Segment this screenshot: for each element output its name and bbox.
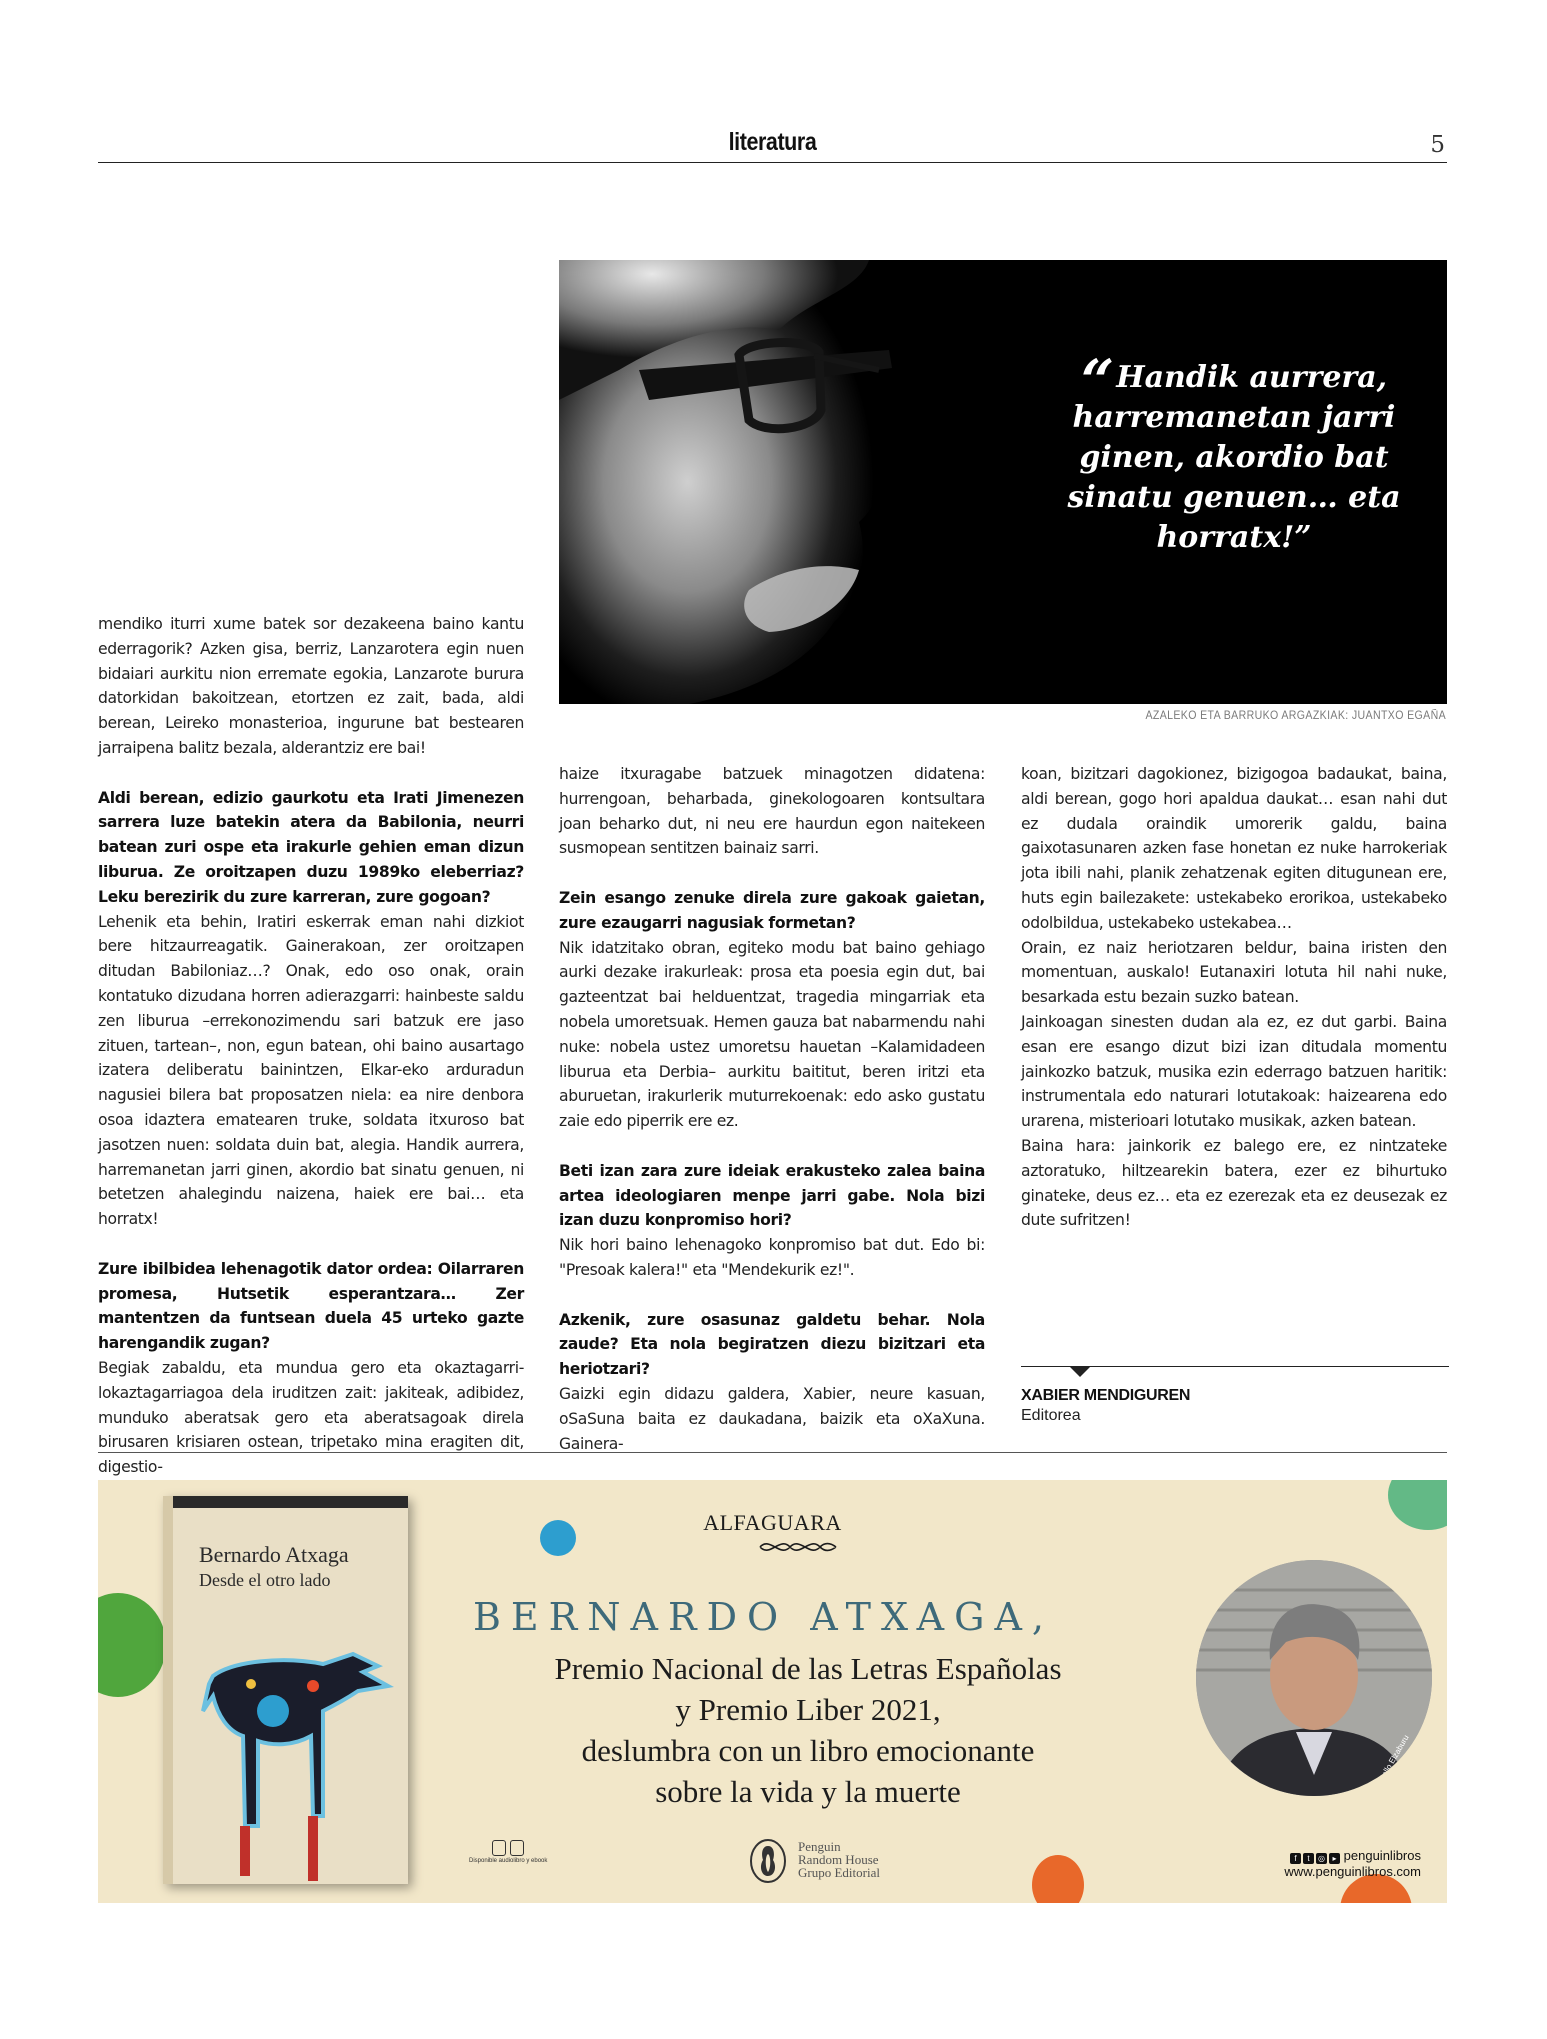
social-links[interactable]	[1284, 1848, 1421, 1879]
interview-answer: koan, bizitzari dagokionez, bizigogoa badaukat, baina, aldi berean, gogo hori apaldua daukat… esan nahi dut ez dudala oraindik umorerik galdu, baina gaixotasunaren azken fase honetan ez nuke harrokeriak jota ibili nahi, planik zehatzenak egiten ditugunean ere, huts egin bailezakete: ustekabeko erorikoa, ustekabeko odolbildua, ustekabeko ustekabea…	[1021, 765, 1447, 932]
section-title: literatura	[728, 128, 817, 156]
interview-answer: Orain, ez naiz heriotzaren beldur, baina iristen den momentuan, auskalo! Eutanaxiri lotuta hil nahi nuke, besarkada estu bezain suzko batean.	[1021, 938, 1447, 1007]
interview-answer: Baina hara: jainkorik ez balego ere, ez nintzateke aztoratuko, hiltzearekin batera, ezer ez bihurtuko ginateke, deus ez… eta ez ezerezak eta ez deusezak ez dute sufritzen!	[1021, 1136, 1447, 1230]
interview-answer: Nik idatzitako obran, egiteko modu bat baino gehiago aurki dezake irakurleak: prosa eta poesia egin dut, bai gazteentzat bai helduentzat, tragedia mingarriak eta nobela umoretsuak. Hemen gauza bat nabarmendu nahi nuke: nobela ustez umoretsu hauetan –Kalamidadeen liburua eta Derbia– aurkitu baititut, beren iritzi eta aburuetan, irakurlerik muturrekoenak: edo asko gustatu zaie edo piperrik ere ez.	[559, 938, 985, 1131]
book-cover[interactable]	[163, 1496, 408, 1884]
penguin-logo-icon	[748, 1838, 788, 1884]
publisher-ornament-icon	[758, 1536, 838, 1558]
book-formats	[469, 1840, 547, 1864]
author-portrait	[1196, 1560, 1432, 1796]
facebook-icon[interactable]: f	[1290, 1853, 1301, 1864]
article-column-2	[559, 762, 985, 1456]
instagram-icon[interactable]: ◎	[1316, 1853, 1327, 1864]
audiobook-icon	[492, 1840, 506, 1856]
publisher-group-line: Random House	[798, 1852, 879, 1867]
ad-line: deslumbra con un libro emocionante	[581, 1733, 1035, 1768]
quote-mark: “	[1080, 347, 1115, 415]
page-header	[98, 126, 1447, 163]
byline	[1021, 1366, 1449, 1424]
twitter-icon[interactable]: t	[1303, 1853, 1314, 1864]
interview-question: Zure ibilbidea lehenagotik dator ordea: Oilarraren promesa, Hutsetik esperantzara… Zer mantentzen da funtsean duela 45 urteko gazte harengandik zugan?	[98, 1259, 524, 1353]
byline-arrow-icon	[1069, 1366, 1091, 1377]
orange-dot-icon	[1032, 1855, 1084, 1903]
book-advertisement[interactable]	[98, 1480, 1447, 1903]
website-link[interactable]: www.penguinlibros.com	[1284, 1864, 1421, 1879]
pull-quote-text: Handik aurrera, harremanetan jarri ginen, akordio bat sinatu genuen… eta horratx!”	[1067, 360, 1401, 555]
article-column-3	[1021, 762, 1447, 1233]
interview-answer: Lehenik eta behin, Iratiri eskerrak eman nahi dizkiot bere hitzaurreagatik. Gainerakoan, zer oroitzapen ditudan Babiloniaz…? Onak, edo oso onak, orain kontatuko dizudana horren adierazgarri: hainbeste saldu zen liburua –errekonozimendu sari batzuk ere jaso zituen, tartean–, non, egun batean, ohi baino ausartago izatera deliberatu bainintzen, Elkar-eko arduradun nagusiei bilera bat proposatzen niela: ea nire denbora osoa idaztera ematearen truke, soldata itxuroso bat jasotzen nuen: soldata duin bat, alegia. Handik aurrera, harremanetan jarri ginen, akordio bat sinatu genuen, ni betetzen ahalegindu naizena, haiek ere bai… eta horratx!	[98, 912, 524, 1229]
ad-line: Premio Nacional de las Letras Españolas	[554, 1651, 1062, 1686]
interview-question: Zein esango zenuke direla zure gakoak gaietan, zure ezaugarri nagusiak formetan?	[559, 888, 985, 932]
publisher-logo: ALFAGUARA	[703, 1510, 842, 1535]
ad-copy	[458, 1648, 1158, 1812]
paragraph: mendiko iturri xume batek sor dezakeena baino kantu ederragorik? Azken gisa, berriz, Lanzarotera egin nuen bidaiari aurkitu nion erremate egokia, Lanzarote burura datorkidan bakoitzean, etortzen ez zait, bada, aldi berean, Leireko monasterioa, ingurune bat bestearen jarraipena balitz bezala, alderantziz ere bai!	[98, 615, 524, 757]
ad-author-name: BERNARDO ATXAGA,	[473, 1595, 1055, 1639]
interview-answer: Nik hori baino lehenagoko konpromiso bat dut. Edo bi: "Presoak kalera!" eta "Mendekurik ez!".	[559, 1236, 985, 1279]
interview-question: Azkenik, zure osasunaz galdetu behar. Nola zaude? Eta nola begiratzen diezu bizitzari eta heriotzari?	[559, 1310, 985, 1379]
interview-answer: Begiak zabaldu, eta mundua gero eta okaztagarri-lokaztagarriagoa dela iruditzen zait: jakiteak, adibidez, munduko aberatsak gero eta aberatsagoak direla birusaren krisiaren ostean, tripetako mina eragiten dit, digestio-	[98, 1358, 524, 1477]
publisher-group-line: Penguin	[798, 1839, 841, 1854]
book-author: Bernardo Atxaga	[199, 1542, 349, 1567]
pull-quote	[1039, 347, 1429, 558]
publisher-group-line: Grupo Editorial	[798, 1865, 880, 1880]
interview-question: Beti izan zara zure ideiak erakusteko zalea baina artea ideologiaren menpe jarri gabe. Nola bizi izan duzu konpromiso hori?	[559, 1161, 985, 1230]
interview-question: Aldi berean, edizio gaurkotu eta Irati Jimenezen sarrera luze batekin atera da Babilonia, neurri batean zuri ospe eta irakurle gehien eman dizun liburua. Ze oroitzapen duzu 1989ko eleberriaz? Leku berezirik du zure karreran, zure gogoan?	[98, 788, 524, 906]
photo-tag: © Pello Elzaburu	[1373, 1733, 1411, 1790]
formats-label: Disponible audiolibro y ebook	[469, 1858, 548, 1864]
article-column-1	[98, 612, 524, 1480]
portrait-photo	[559, 260, 1447, 704]
ebook-icon	[510, 1840, 524, 1856]
divider	[98, 1452, 1447, 1453]
interview-answer: haize itxuragabe batzuek minagotzen didatena: hurrengoan, beharbada, ginekologoaren kontsultara joan beharko dut, ni neu ere haurdun egon naitekeen susmopean sentitzen bainaiz sarri.	[559, 765, 985, 858]
author-role: Editorea	[1021, 1407, 1081, 1424]
photo-credit: AZALEKO ETA BARRUKO ARGAZKIAK: JUANTXO EGAÑA	[1145, 710, 1446, 722]
ad-line: sobre la vida y la muerte	[655, 1774, 961, 1809]
book-title: Desde el otro lado	[199, 1570, 331, 1590]
interview-answer: Gaizki egin didazu galdera, Xabier, neure kasuan, oSaSuna baita ez daukadana, baizik eta oXaXuna. Gainera-	[559, 1384, 985, 1453]
page-number: 5	[1430, 132, 1445, 158]
interview-answer: Jainkoagan sinesten dudan ala ez, ez dut garbi. Baina esan ere esango dizut bizi izan ditudala momentu jainkozko batzuk, musika ezin ederrago batzuen haritik: instrumentala edo naturari lotutakoak: haizearena edo urarena, misterioari lotutako musikak, azken batean.	[1021, 1012, 1447, 1131]
ad-line: y Premio Liber 2021,	[675, 1692, 941, 1727]
green-blob-icon	[98, 1593, 166, 1697]
youtube-icon[interactable]: ▸	[1329, 1853, 1340, 1864]
social-handle[interactable]: penguinlibros	[1343, 1848, 1421, 1863]
publisher-group	[798, 1840, 880, 1879]
author-name: XABIER MENDIGUREN	[1021, 1387, 1191, 1404]
